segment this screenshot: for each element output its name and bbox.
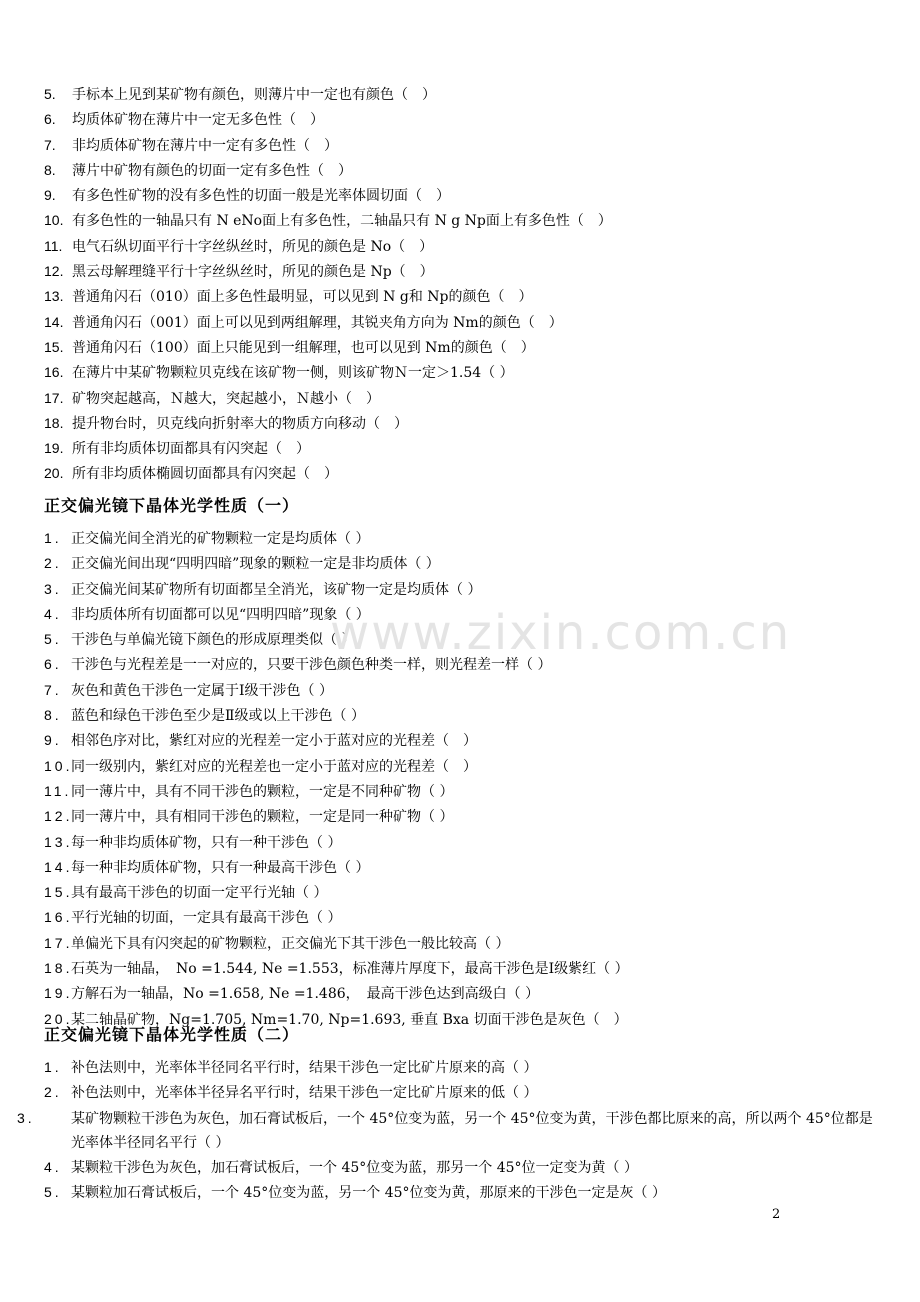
list-item [44,1180,880,1205]
item-number: 14. [44,313,64,330]
list-item [44,436,880,461]
list-item [44,577,880,602]
item-text: 正交偏光间全消光的矿物颗粒一定是均质体（ ） [71,531,370,547]
item-text: 薄片中矿物有颜色的切面一定有多色性（ ） [72,162,352,179]
item-number: 1. [44,530,62,546]
list-item [44,310,880,335]
list-item [44,678,880,703]
item-text: 提升物台时，贝克线向折射率大的物质方向移动（ ） [72,415,408,432]
list-item [44,107,880,132]
list-item [44,259,880,284]
item-text: 具有最高干涉色的切面一定平行光轴（ ） [71,885,328,902]
list-item [44,855,880,880]
list-item [44,880,880,905]
list-item [44,804,880,829]
item-text: 均质体矿物在薄片中一定无多色性（ ） [72,112,324,129]
list-item [44,411,880,436]
item-text: 有多色性矿物的没有多色性的切面一般是光率体圆切面（ ） [72,188,450,205]
list-item [17,1106,880,1156]
list-item [44,551,880,576]
item-text: 补色法则中，光率体半径同名平行时，结果干涉色一定比矿片原来的高（ ） [71,1060,538,1076]
item-number: 5. [44,1184,62,1201]
list-item [44,461,880,486]
item-number: 4. [44,605,62,622]
list-item [44,335,880,360]
item-text: 某二轴晶矿物，Ng=1.705, Nm=1.70, Np=1.693, 垂直 Bxa 切面干涉色是灰色（ ） [71,1011,628,1028]
item-text: 所有非均质体切面都具有闪突起（ ） [72,441,310,458]
item-text: 灰色和黄色干涉色一定属于Ⅰ级干涉色（ ） [71,682,333,699]
item-number: 1. [44,1059,62,1075]
list-item [44,754,880,779]
item-number: 20. [44,465,64,482]
list-item [44,526,880,551]
item-text: 同一薄片中，具有相同干涉色的颗粒，一定是同一种矿物（ ） [71,809,454,826]
list-item [44,1080,880,1105]
item-text: 非均质体矿物在薄片中一定有多色性（ ） [72,137,338,154]
item-text: 普通角闪石（010）面上多色性最明显，可以见到 N g和 Np的颜色（ ） [72,289,533,306]
item-text: 在薄片中某矿物颗粒贝克线在该矿物一侧，则该矿物Ｎ一定＞1.54（ ） [72,365,514,382]
item-text: 普通角闪石（001）面上可以见到两组解理，其锐夹角方向为 Nm的颜色（ ） [72,314,563,331]
list-item [44,931,880,956]
item-text: 有多色性的一轴晶只有 N eNo面上有多色性，二轴晶只有 N g Np面上有多色性（ ） [72,213,612,230]
item-number: 16. [44,364,64,381]
list-item [44,779,880,804]
item-number: 7. [44,136,56,153]
item-number: 13. [44,833,73,850]
item-text: 补色法则中，光率体半径异名平行时，结果干涉色一定比矿片原来的低（ ） [71,1085,538,1102]
item-text: 每一种非均质体矿物，只有一种最高干涉色（ ） [71,859,370,876]
item-text: 正交偏光间出现“四明四暗”现象的颗粒一定是非均质体（ ） [71,556,440,573]
list-item [44,234,880,259]
item-number: 10. [44,212,64,229]
item-text: 正交偏光间某矿物所有切面都呈全消光，该矿物一定是均质体（ ） [71,581,482,598]
item-number: 17. [44,389,64,406]
item-text: 石英为一轴晶， No =1.544, Ne =1.553，标准薄片厚度下，最高干涉色是Ⅰ级紫红（ ） [71,961,629,978]
item-text: 同一级别内，紫红对应的光程差也一定小于蓝对应的光程差（ ） [71,758,477,775]
list-item [44,82,880,107]
list-item [44,703,880,728]
item-number: 15. [44,884,73,901]
item-text: 非均质体所有切面都可以见“四明四暗”现象（ ） [71,606,370,623]
item-number: 7. [44,681,62,698]
section-title-2: 正交偏光镜下晶体光学性质（二） [44,1025,300,1044]
list-item [44,981,880,1006]
question-list-3 [17,1055,880,1206]
item-text: 某颗粒加石膏试板后，一个 45°位变为蓝，另一个 45°位变为黄，那原来的干涉色一定是灰（ ） [71,1185,666,1202]
item-number: 5. [44,86,56,102]
page-number: 2 [772,1207,781,1222]
item-text: 手标本上见到某矿物有颜色，则薄片中一定也有颜色（ ） [72,87,436,103]
item-text: 相邻色序对比，紫红对应的光程差一定小于蓝对应的光程差（ ） [71,733,477,750]
item-text: 普通角闪石（100）面上只能见到一组解理，也可以见到 Nm的颜色（ ） [72,339,535,356]
question-list-1 [44,82,880,487]
item-text: 电气石纵切面平行十字丝纵丝时，所见的颜色是 No（ ） [72,238,434,255]
item-number: 2. [44,555,62,572]
item-number: 16. [44,909,73,926]
list-item [44,183,880,208]
item-number: 4. [44,1159,62,1176]
item-text: 某颗粒干涉色为灰色，加石膏试板后，一个 45°位变为蓝，那另一个 45°位一定变为黄（ ） [71,1160,638,1177]
item-number: 20. [44,1010,73,1027]
item-number: 9. [44,732,62,749]
item-number: 18. [44,960,73,977]
question-list-2 [44,526,880,1032]
list-item [44,956,880,981]
item-number: 3. [17,1109,35,1126]
item-text: 干涉色与单偏光镜下颜色的形成原理类似（ ） [71,632,356,649]
item-text: 干涉色与光程差是一一对应的，只要干涉色颜色种类一样，则光程差一样（ ） [71,657,552,674]
item-text: 平行光轴的切面，一定具有最高干涉色（ ） [71,910,342,927]
item-number: 19. [44,440,64,457]
item-number: 2. [44,1084,62,1101]
item-number: 15. [44,338,64,355]
item-text: 方解石为一轴晶，No =1.658, Ne =1.486， 最高干涉色达到高级白（ ） [71,986,540,1003]
item-number: 17. [44,934,73,951]
list-item [44,386,880,411]
item-text: 矿物突起越高，Ｎ越大，突起越小，Ｎ越小（ ） [72,390,380,407]
item-number: 3. [44,580,62,597]
list-item [44,905,880,930]
item-number: 8. [44,707,62,724]
list-item [44,728,880,753]
list-item [44,1055,880,1080]
list-item [44,208,880,233]
item-number: 8. [44,161,56,178]
item-number: 9. [44,187,56,204]
item-number: 11. [44,237,63,254]
item-number: 19. [44,985,73,1002]
item-number: 10. [44,757,73,774]
item-number: 12. [44,808,73,825]
list-item [44,158,880,183]
item-text: 所有非均质体椭圆切面都具有闪突起（ ） [72,466,338,483]
list-item [44,284,880,309]
list-item [44,133,880,158]
item-text: 黑云母解理缝平行十字丝纵丝时，所见的颜色是 Np（ ） [72,264,434,281]
item-text: 某矿物颗粒干涉色为灰色，加石膏试板后，一个 45°位变为蓝，另一个 45°位变为黄，干涉色都比原来的高，所以两个 45°位都是光率体半径同名平行（ ） [71,1110,873,1151]
item-number: 11. [44,782,72,799]
list-item [44,830,880,855]
item-number: 6. [44,111,56,128]
item-number: 6. [44,656,62,673]
item-number: 13. [44,288,64,305]
item-number: 14. [44,858,73,875]
item-text: 同一薄片中，具有不同干涉色的颗粒，一定是不同种矿物（ ） [71,783,454,800]
watermark: www.zixin.com.cn [330,605,792,661]
item-text: 单偏光下具有闪突起的矿物颗粒，正交偏光下其干涉色一般比较高（ ） [71,935,510,952]
item-number: 5. [44,631,62,648]
list-item [44,360,880,385]
item-text: 每一种非均质体矿物，只有一种干涉色（ ） [71,834,342,851]
item-text: 蓝色和绿色干涉色至少是Ⅱ级或以上干涉色（ ） [71,708,365,725]
section-title-1: 正交偏光镜下晶体光学性质（一） [44,496,300,515]
item-number: 18. [44,414,64,431]
item-number: 12. [44,263,64,280]
list-item [44,1155,880,1180]
